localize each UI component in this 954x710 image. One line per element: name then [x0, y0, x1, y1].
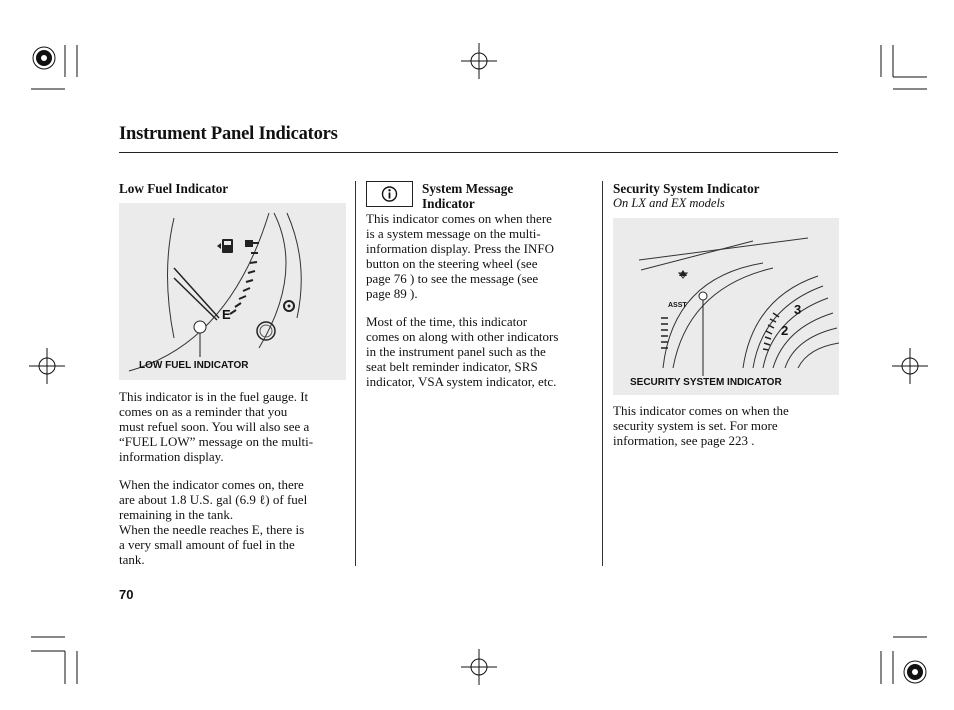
gauge-number-3: 3 — [794, 302, 802, 317]
page-number: 70 — [119, 587, 134, 602]
system-message-text-2 — [366, 314, 598, 389]
gauge-number-2: 2 — [781, 323, 789, 338]
low-fuel-text-2 — [119, 477, 351, 567]
security-gauge-illustration — [613, 218, 839, 395]
asst-label: ASST — [668, 302, 687, 309]
low-fuel-figure — [119, 203, 346, 380]
system-message-icon-box — [366, 181, 413, 207]
page-title: Instrument Panel Indicators — [119, 124, 338, 144]
system-message-paragraph-1: This indicator comes on when there is a system message on the multi- information display. Press the INFO button on the steering wheel (see page 76 ) to see the message (see page 89 ). — [366, 211, 554, 301]
security-figure — [613, 218, 839, 395]
low-fuel-paragraph-1: This indicator is in the fuel gauge. It comes on as a reminder that you must refuel soon. You will also see a “FUEL LOW” message on the multi- information display. — [119, 389, 314, 464]
fuel-gauge-illustration — [119, 203, 346, 380]
security-paragraph-1: This indicator comes on when the security system is set. For more information, see page 223 . — [613, 403, 789, 448]
low-fuel-heading: Low Fuel Indicator — [119, 181, 229, 196]
security-subheading: On LX and EX models — [613, 196, 725, 210]
info-icon — [367, 182, 412, 206]
security-heading: Security System Indicator — [613, 181, 760, 196]
low-fuel-figure-caption: LOW FUEL INDICATOR — [139, 360, 249, 371]
system-message-paragraph-2: Most of the time, this indicator comes on along with other indicators in the instrument panel such as the seat belt reminder indicator, SRS indicator, VSA system indicator, etc. — [366, 314, 559, 389]
security-text-1 — [613, 403, 839, 448]
title-rule — [119, 152, 838, 153]
low-fuel-text-1 — [119, 389, 351, 464]
column-divider-1 — [355, 181, 356, 566]
low-fuel-paragraph-2: When the indicator comes on, there are about 1.8 U.S. gal (6.9 ℓ) of fuel remaining in the tank. When the needle reaches E, there is a very small amount of fuel in the tank. — [119, 477, 308, 567]
column-divider-2 — [602, 181, 603, 566]
system-message-heading: System Message Indicator — [422, 181, 514, 211]
security-figure-caption: SECURITY SYSTEM INDICATOR — [630, 377, 782, 388]
gauge-empty-letter: E — [222, 307, 231, 322]
system-message-text-1 — [366, 211, 598, 301]
